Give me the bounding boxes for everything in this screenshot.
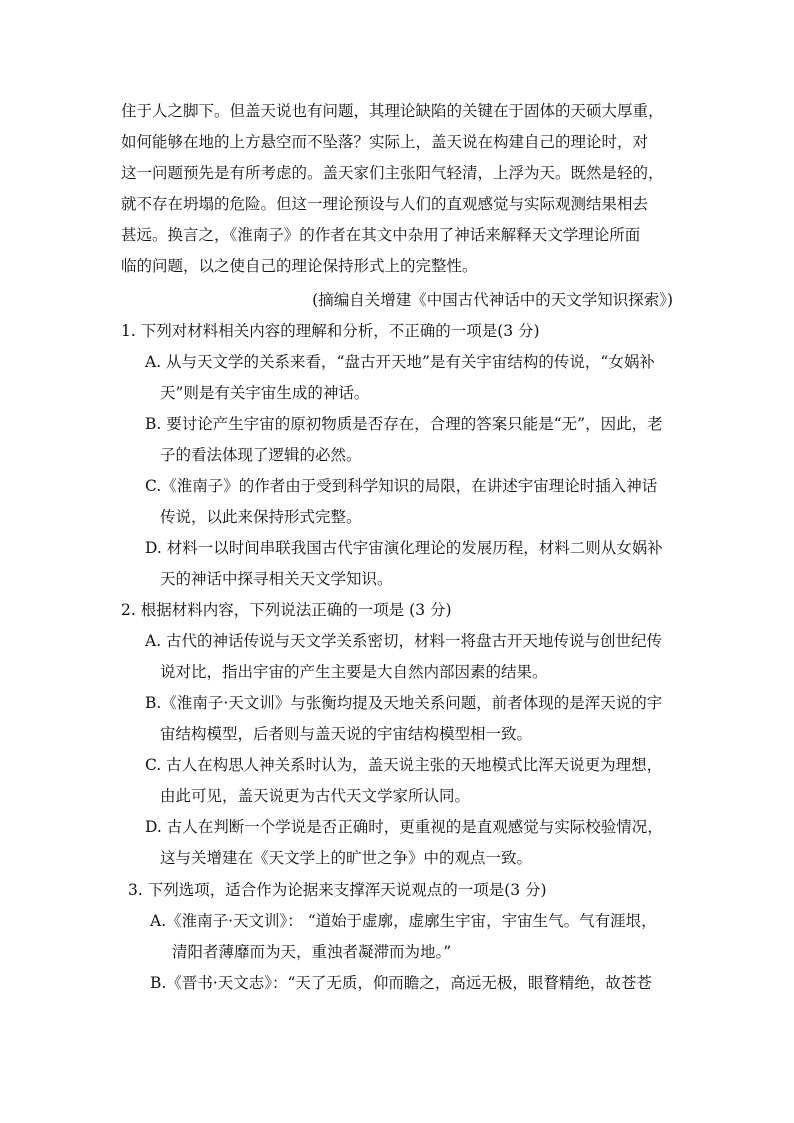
passage-line: 甚远。换言之，《淮南子》的作者在其文中杂用了神话来解释天文学理论所面 — [121, 226, 641, 244]
option-b: B.《晋书·天文志》：“天了无质，仰而瞻之，高远无极，眼瞀精绝，故苍苍 — [150, 974, 652, 992]
passage-line: 这一问题预先是有所考虑的。盖天家们主张阳气轻清，上浮为天。既然是轻的， — [121, 164, 664, 182]
question-stem: 1. 下列对材料相关内容的理解和分析，不正确的一项是(3 分) — [121, 322, 540, 340]
option-b: B. 要讨论产生宇宙的原初物质是否存在，合理的答案只能是“无”，因此，老 — [145, 415, 663, 433]
option-b-cont: 子的看法体现了逻辑的必然。 — [160, 446, 362, 464]
option-a: A.《淮南子·天文训》： “道始于虚廓，虚廓生宇宙，宇宙生气。气有涯垠， — [150, 912, 657, 930]
passage-line: 如何能够在地的上方悬空而不坠落？实际上，盖天说在构建自己的理论时，对 — [121, 133, 649, 151]
option-c-cont: 由此可见，盖天说更为古代天文学家所认同。 — [160, 787, 471, 805]
option-b-cont: 宙结构模型，后者则与盖天说的宇宙结构模型相一致。 — [160, 725, 533, 743]
option-a-cont: 说对比，指出宇宙的产生主要是大自然内部因素的结果。 — [160, 663, 548, 681]
question-stem: 3. 下列选项，适合作为论据来支撑浑天说观点的一项是(3 分) — [128, 881, 547, 899]
option-d-cont: 天的神话中探寻相关天文学知识。 — [160, 570, 393, 588]
option-d: D. 材料一以时间串联我国古代宇宙演化理论的发展历程，材料二则从女娲补 — [145, 539, 663, 557]
option-d: D. 古人在判断一个学说是否正确时，更重视的是直观感觉与实际校验情况， — [145, 818, 663, 836]
option-c: C.《淮南子》的作者由于受到科学知识的局限，在讲述宇宙理论时插入神话 — [145, 477, 658, 495]
option-a-cont: 清阳者薄靡而为天，重浊者凝滞而为地。” — [172, 943, 452, 961]
passage-line: 就不存在坍塌的危险。但这一理论预设与人们的直观感觉与实际观测结果相去 — [121, 195, 649, 213]
passage-line: 住于人之脚下。但盖天说也有问题，其理论缺陷的关键在于固体的天硕大厚重， — [121, 102, 664, 120]
option-b: B.《淮南子·天文训》与张衡均提及天地关系问题，前者体现的是浑天说的宇 — [145, 694, 663, 712]
option-c: C. 古人在构思人神关系时认为，盖天说主张的天地模式比浑天说更为理想， — [145, 756, 663, 774]
passage-line: 临的问题，以之使自己的理论保持形式上的完整性。 — [121, 257, 478, 275]
question-stem: 2. 根据材料内容，下列说法正确的一项是 (3 分) — [121, 601, 452, 619]
option-a: A. 从与天文学的关系来看，“盘古开天地”是有关宇宙结构的传说，“女娲补 — [145, 353, 655, 371]
source-citation: (摘编自关增建《中国古代神话中的天文学知识探索》) — [312, 291, 673, 309]
option-a: A. 古代的神话传说与天文学关系密切，材料一将盘古开天地传说与创世纪传 — [145, 632, 663, 650]
option-a-cont: 天”则是有关宇宙生成的神话。 — [160, 384, 370, 402]
option-c-cont: 传说，以此来保持形式完整。 — [160, 508, 362, 526]
option-d-cont: 这与关增建在《天文学上的旷世之争》中的观点一致。 — [160, 849, 533, 867]
